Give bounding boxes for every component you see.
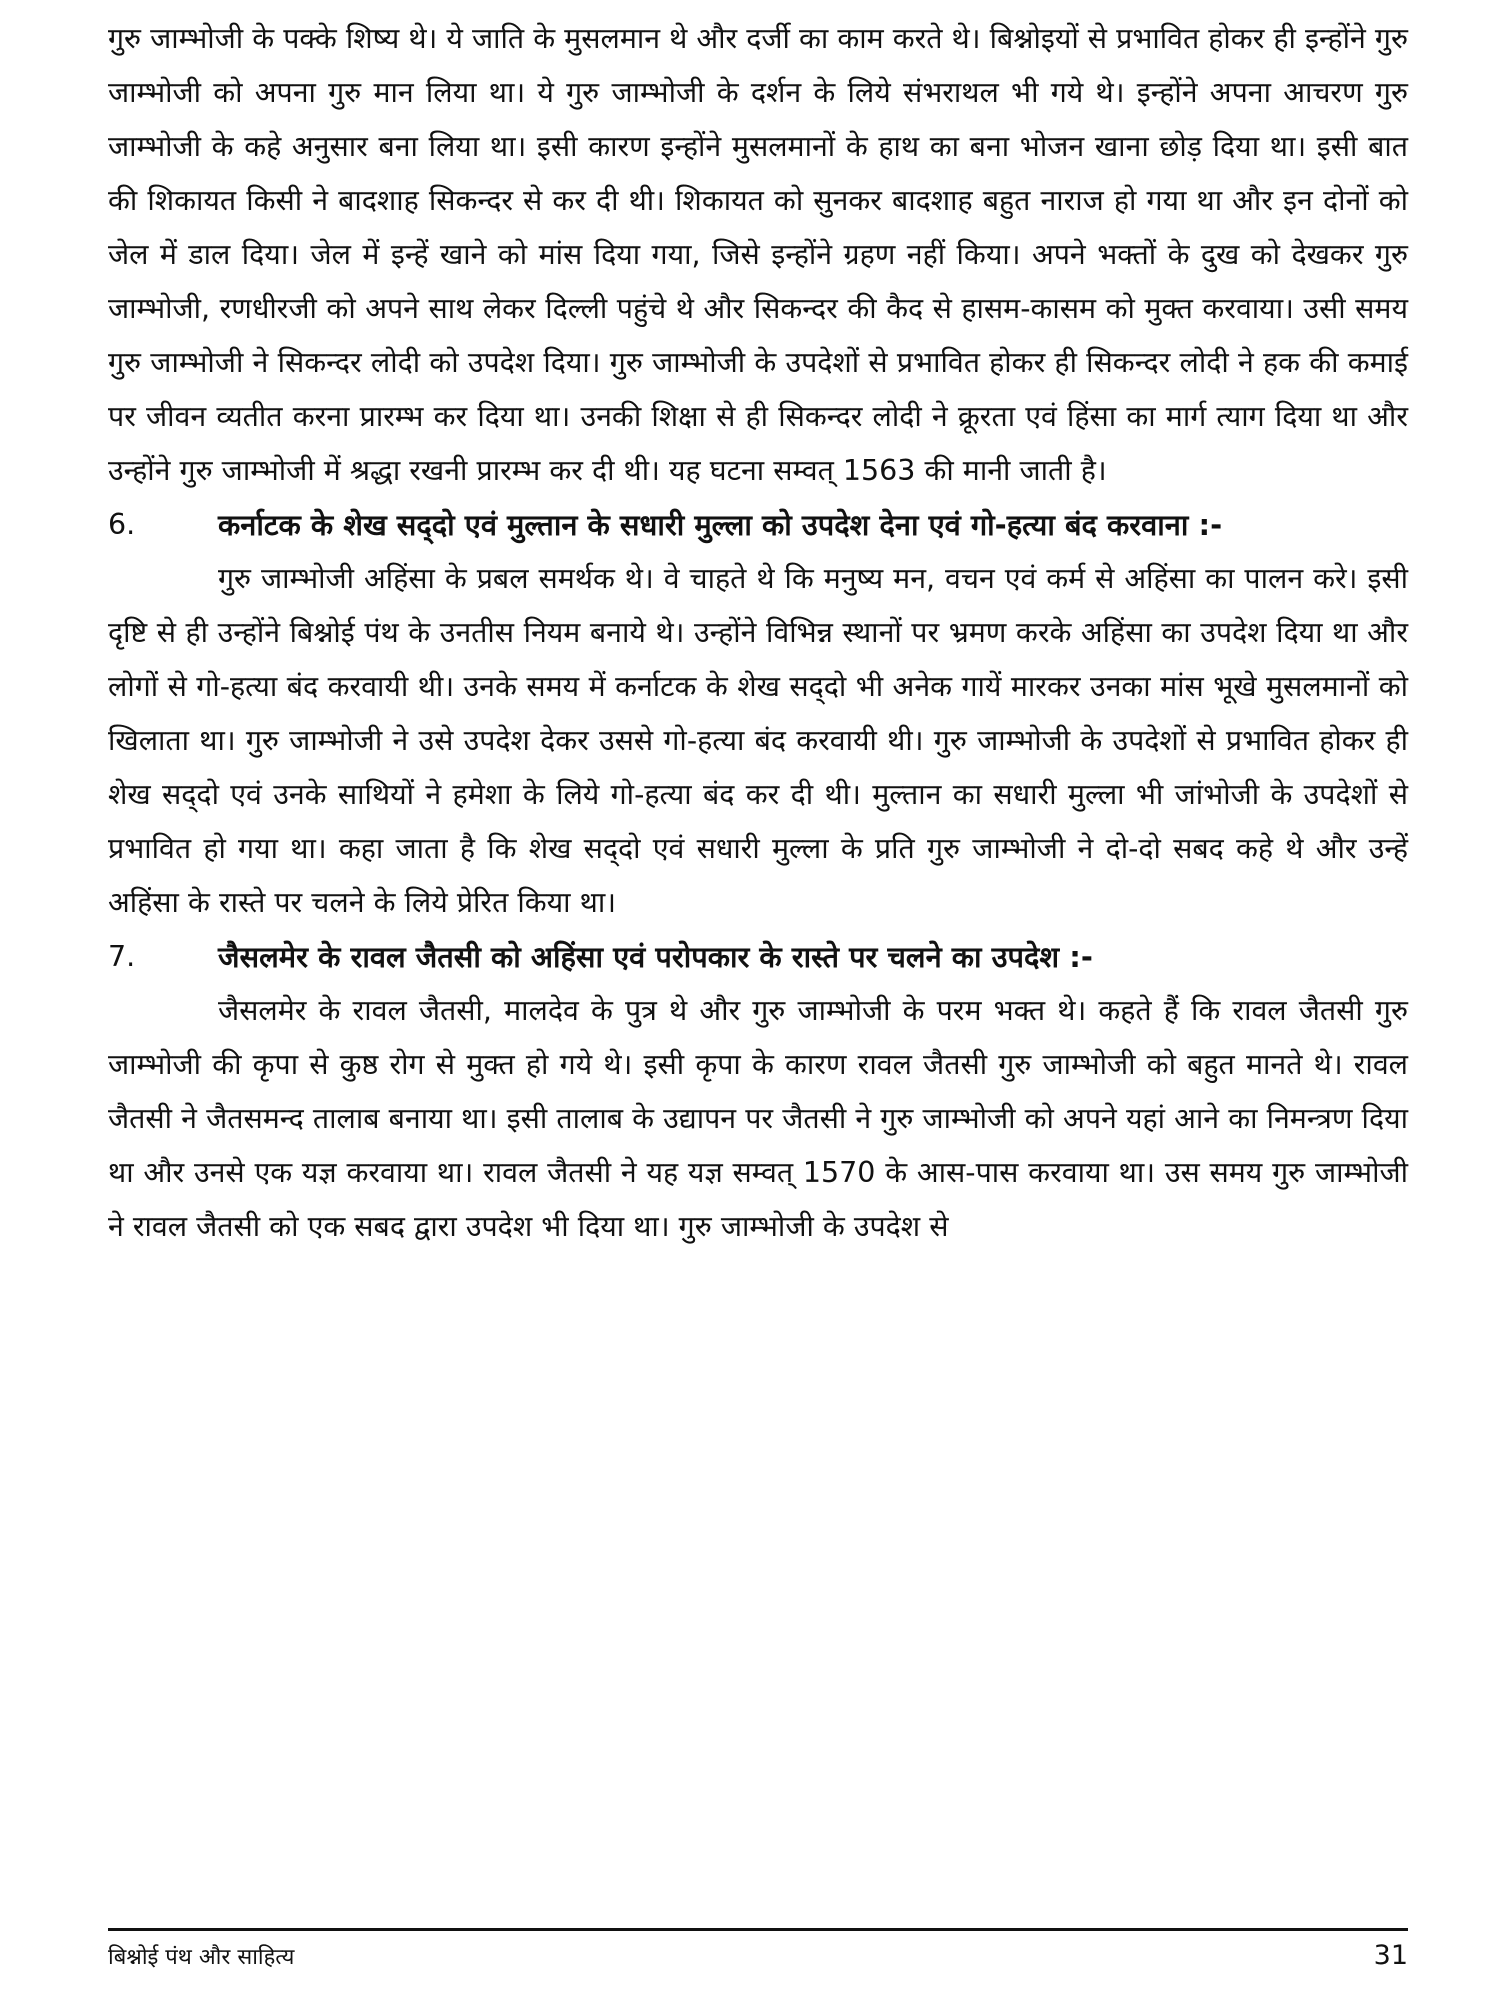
section-title: जैसलमेर के रावल जैतसी को अहिंसा एवं परोपकार के रास्ते पर चलने का उपदेश :- — [218, 940, 1093, 974]
paragraph-1: गुरु जाम्भोजी के पक्के शिष्य थे। ये जाति के मुसलमान थे और दर्जी का काम करते थे। बिश्नोइयों से प्रभावित होकर ही इन्होंने गुरु जाम्भोजी को अपना गुरु मान लिया था। ये गुरु जाम्भोजी के दर्शन के लिये संभराथल भी गये थे। इन्होंने अपना आचरण गुरु जाम्भोजी के कहे अनुसार बना लिया था। इसी कारण इन्होंने मुसलमानों के हाथ का बना भोजन खाना छोड़ दिया था। इसी बात की शिकायत किसी ने बादशाह सिकन्दर से कर दी थी। शिकायत को सुनकर बादशाह बहुत नाराज हो गया था और इन दोनों को जेल में डाल दिया। जेल में इन्हें खाने को मांस दिया गया, जिसे इन्होंने ग्रहण नहीं किया। अपने भक्तों के दुख को देखकर गुरु जाम्भोजी, रणधीरजी को अपने साथ लेकर दिल्ली पहुंचे थे और सिकन्दर की कैद से हासम-कासम को मुक्त करवाया। उसी समय गुरु जाम्भोजी ने सिकन्दर लोदी को उपदेश दिया। गुरु जाम्भोजी के उपदेशों से प्रभावित होकर ही सिकन्दर लोदी ने हक की कमाई पर जीवन व्यतीत करना प्रारम्भ कर दिया था। उनकी शिक्षा से ही सिकन्दर लोदी ने क्रूरता एवं हिंसा का मार्ग त्याग दिया था और उन्होंने गुरु जाम्भोजी में श्रद्धा रखनी प्रारम्भ कर दी थी। यह घटना सम्वत् 1563 की मानी जाती है। — [108, 22, 1408, 487]
footer-divider — [108, 1928, 1408, 1931]
section-number: 6. — [108, 508, 136, 541]
section-6-heading — [108, 498, 1408, 552]
section-7-heading — [108, 930, 1408, 984]
section-number: 7. — [108, 940, 136, 973]
running-footer-title: बिश्नोई पंथ और साहित्य — [108, 1945, 295, 1970]
paragraph-3: जैसलमेर के रावल जैतसी, मालदेव के पुत्र थे और गुरु जाम्भोजी के परम भक्त थे। कहते हैं कि रावल जैतसी गुरु जाम्भोजी की कृपा से कुष्ठ रोग से मुक्त हो गये थे। इसी कृपा के कारण रावल जैतसी गुरु जाम्भोजी को बहुत मानते थे। रावल जैतसी ने जैतसमन्द तालाब बनाया था। इसी तालाब के उद्यापन पर जैतसी ने गुरु जाम्भोजी को अपने यहां आने का निमन्त्रण दिया था और उनसे एक यज्ञ करवाया था। रावल जैतसी ने यह यज्ञ सम्वत् 1570 के आस-पास करवाया था। उस समय गुरु जाम्भोजी ने रावल जैतसी को एक सबद द्वारा उपदेश भी दिया था। गुरु जाम्भोजी के उपदेश से — [108, 994, 1408, 1243]
section-title: कर्नाटक के शेख सद्‌दो एवं मुल्तान के सधारी मुल्ला को उपदेश देना एवं गो-हत्या बंद करवाना :- — [218, 508, 1223, 542]
page-body — [108, 12, 1408, 1254]
paragraph-2: गुरु जाम्भोजी अहिंसा के प्रबल समर्थक थे। वे चाहते थे कि मनुष्य मन, वचन एवं कर्म से अहिंसा का पालन करे। इसी दृष्टि से ही उन्होंने बिश्नोई पंथ के उनतीस नियम बनाये थे। उन्होंने विभिन्न स्थानों पर भ्रमण करके अहिंसा का उपदेश दिया था और लोगों से गो-हत्या बंद करवायी थी। उनके समय में कर्नाटक के शेख सद्‌दो भी अनेक गायें मारकर उनका मांस भूखे मुसलमानों को खिलाता था। गुरु जाम्भोजी ने उसे उपदेश देकर उससे गो-हत्या बंद करवायी थी। गुरु जाम्भोजी के उपदेशों से प्रभावित होकर ही शेख सद्‌दो एवं उनके साथियों ने हमेशा के लिये गो-हत्या बंद कर दी थी। मुल्तान का सधारी मुल्ला भी जांभोजी के उपदेशों से प्रभावित हो गया था। कहा जाता है कि शेख सद्‌दो एवं सधारी मुल्ला के प्रति गुरु जाम्भोजी ने दो-दो सबद कहे थे और उन्हें अहिंसा के रास्ते पर चलने के लिये प्रेरित किया था। — [108, 562, 1408, 919]
page-footer — [108, 1940, 1408, 1971]
page-number: 31 — [1373, 1940, 1408, 1971]
